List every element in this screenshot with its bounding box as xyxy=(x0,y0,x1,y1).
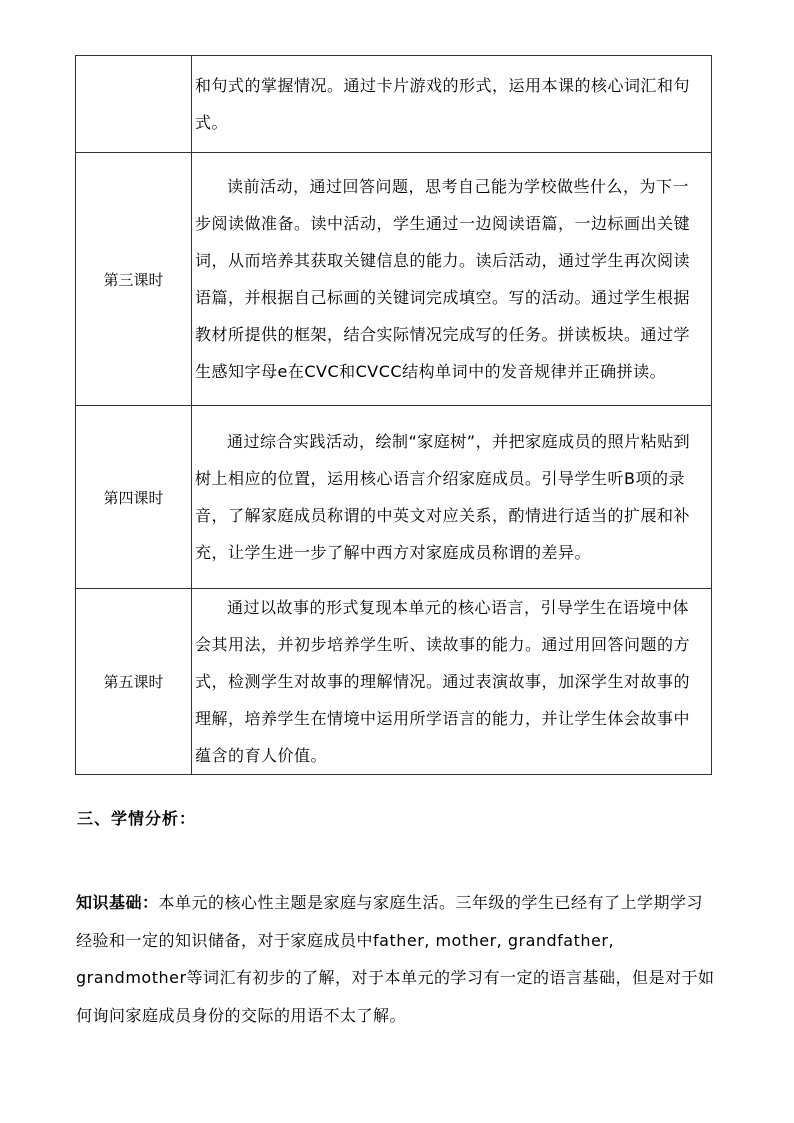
paragraph-body: 本单元的核心性主题是家庭与家庭生活。三年级的学生已经有了上学期学习经验和一定的知识储备，对于家庭成员中father, mother, grandfather, grandmother等词汇有初步的了解，对于本单元的学习有一定的语言基础，但是对于如何询问家庭成员身份的交际的用语不太了解。 xyxy=(76,893,715,1025)
lesson-description: 和句式的掌握情况。通过卡片游戏的形式，运用本课的核心词汇和句式。 xyxy=(195,76,691,132)
table-row xyxy=(76,589,712,775)
table-row xyxy=(76,406,712,589)
lesson-description: 通过综合实践活动，绘制“家庭树”，并把家庭成员的照片粘贴到树上相应的位置，运用核心语言介绍家庭成员。引导学生听B项的录音，了解家庭成员称谓的中英文对应关系，酌情进行适当的扩展和补充，让学生进一步了解中西方对家庭成员称谓的差异。 xyxy=(195,432,691,562)
lesson-content xyxy=(192,153,712,406)
lesson-label: 第三课时 xyxy=(76,153,192,406)
lesson-description: 通过以故事的形式复现本单元的核心语言，引导学生在语境中体会其用法，并初步培养学生听、读故事的能力。通过用回答问题的方式，检测学生对故事的理解情况。通过表演故事，加深学生对故事的理解，培养学生在情境中运用所学语言的能力，并让学生体会故事中蕴含的育人价值。 xyxy=(195,598,691,765)
lesson-label: 第四课时 xyxy=(76,406,192,589)
lesson-content xyxy=(192,56,712,153)
lesson-plan-table xyxy=(75,55,712,775)
table-row xyxy=(76,153,712,406)
learner-analysis-paragraph xyxy=(76,884,716,1034)
section-heading: 三、学情分析： xyxy=(77,809,197,828)
lesson-description: 读前活动，通过回答问题，思考自己能为学校做些什么，为下一步阅读做准备。读中活动，学生通过一边阅读语篇，一边标画出关键词，从而培养其获取关键信息的能力。读后活动，通过学生再次阅读语篇，并根据自己标画的关键词完成填空。写的活动。通过学生根据教材所提供的框架，结合实际情况完成写的任务。拼读板块。通过学生感知字母e在CVC和CVCC结构单词中的发音规律并正确拼读。 xyxy=(195,177,691,381)
table-row xyxy=(76,56,712,153)
paragraph-lead: 知识基础： xyxy=(76,893,159,912)
lesson-label xyxy=(76,56,192,153)
lesson-content xyxy=(192,406,712,589)
lesson-label: 第五课时 xyxy=(76,589,192,775)
lesson-content xyxy=(192,589,712,775)
